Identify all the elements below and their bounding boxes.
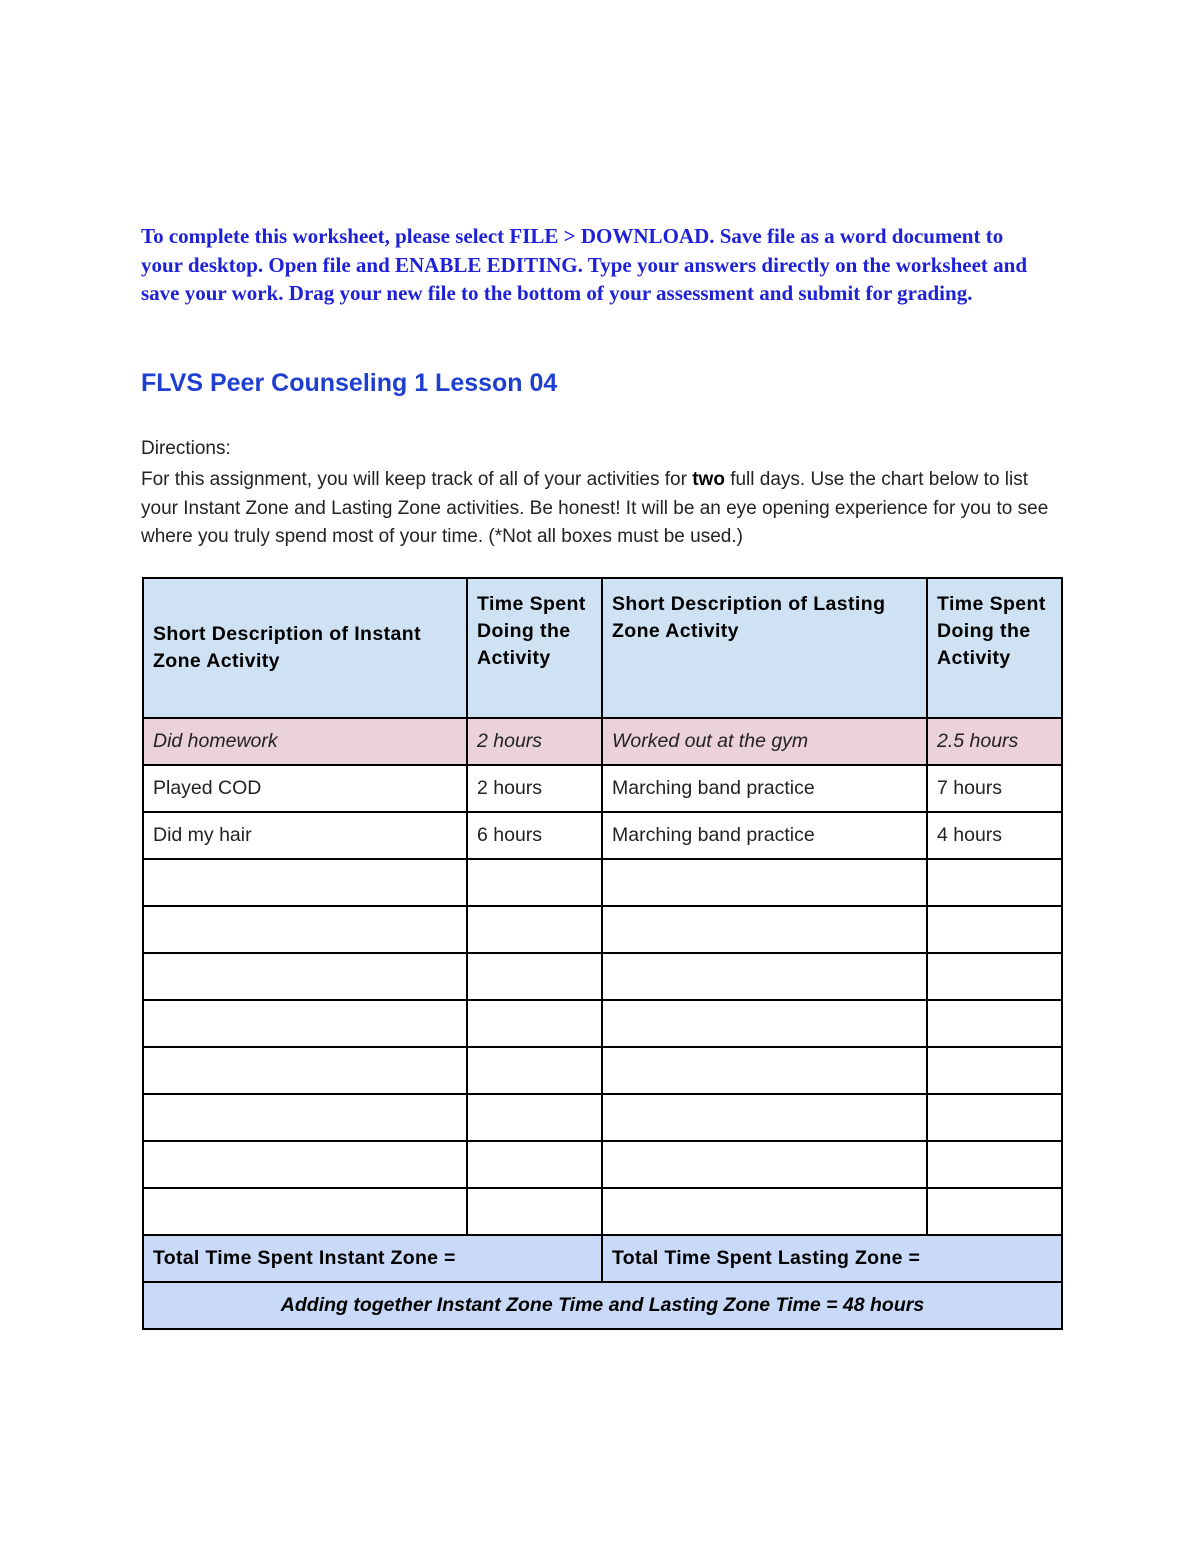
example-row — [143, 718, 1062, 765]
combined-total[interactable]: Adding together Instant Zone Time and Lasting Zone Time = 48 hours — [143, 1282, 1062, 1329]
lasting-time-cell[interactable]: 4 hours — [927, 812, 1062, 859]
instant-description-cell[interactable] — [143, 1188, 467, 1235]
lasting-description-cell[interactable]: Marching band practice — [602, 812, 927, 859]
table-row — [143, 859, 1062, 906]
table-row — [143, 1047, 1062, 1094]
lasting-time-cell[interactable] — [927, 1047, 1062, 1094]
instant-description-cell[interactable]: Played COD — [143, 765, 467, 812]
lasting-description-cell[interactable] — [602, 953, 927, 1000]
totals-row — [143, 1235, 1062, 1282]
table-row — [143, 1141, 1062, 1188]
instant-time-cell[interactable] — [467, 906, 602, 953]
table-row — [143, 812, 1062, 859]
lasting-time-cell[interactable]: 7 hours — [927, 765, 1062, 812]
table-row — [143, 953, 1062, 1000]
directions-text-start: For this assignment, you will keep track of all of your activities for — [141, 469, 693, 490]
lasting-description-cell[interactable] — [602, 1047, 927, 1094]
instant-time-cell[interactable] — [467, 1188, 602, 1235]
lasting-description-cell[interactable] — [602, 1188, 927, 1235]
lasting-description-cell[interactable] — [602, 1094, 927, 1141]
instant-description-cell[interactable] — [143, 859, 467, 906]
total-instant-zone[interactable]: Total Time Spent Instant Zone = — [143, 1235, 602, 1282]
table-row — [143, 906, 1062, 953]
lasting-description-cell[interactable] — [602, 1000, 927, 1047]
instant-description-cell[interactable]: Did my hair — [143, 812, 467, 859]
instant-time-cell[interactable] — [467, 953, 602, 1000]
instant-time-cell[interactable] — [467, 1000, 602, 1047]
activity-table — [142, 577, 1063, 1330]
lasting-description-cell[interactable]: Marching band practice — [602, 765, 927, 812]
header-lasting-time: Time Spent Doing the Activity — [927, 578, 1062, 718]
instant-time-cell[interactable] — [467, 1047, 602, 1094]
example-instant-description: Did homework — [143, 718, 467, 765]
instant-time-cell[interactable]: 6 hours — [467, 812, 602, 859]
table-row — [143, 1000, 1062, 1047]
lasting-time-cell[interactable] — [927, 1000, 1062, 1047]
instant-description-cell[interactable] — [143, 1141, 467, 1188]
instant-description-cell[interactable] — [143, 1047, 467, 1094]
lasting-description-cell[interactable] — [602, 1141, 927, 1188]
lasting-time-cell[interactable] — [927, 953, 1062, 1000]
header-lasting-description: Short Description of Lasting Zone Activity — [602, 578, 927, 718]
directions-text — [141, 466, 1061, 552]
header-instant-time: Time Spent Doing the Activity — [467, 578, 602, 718]
directions-text-end: full days. Use the chart below to list your Instant Zone and Lasting Zone activities. Be honest! It will be an eye opening experience for you to see where you truly spend most of your time. (*Not all boxes must be used.) — [141, 469, 1049, 547]
lasting-time-cell[interactable] — [927, 859, 1062, 906]
sum-row — [143, 1282, 1062, 1329]
lasting-time-cell[interactable] — [927, 906, 1062, 953]
instant-description-cell[interactable] — [143, 1000, 467, 1047]
table-row — [143, 1094, 1062, 1141]
instant-time-cell[interactable] — [467, 1094, 602, 1141]
lasting-time-cell[interactable] — [927, 1188, 1062, 1235]
instant-description-cell[interactable] — [143, 1094, 467, 1141]
table-row — [143, 1188, 1062, 1235]
instant-time-cell[interactable] — [467, 1141, 602, 1188]
worksheet-instructions: To complete this worksheet, please select FILE > DOWNLOAD. Save file as a word document to your desktop. Open file and ENABLE EDITING. Type your answers directly on the worksheet and save your work. Drag your new file to the bottom of your assessment and submit for grading. — [141, 224, 1028, 305]
table-row — [143, 765, 1062, 812]
example-lasting-description: Worked out at the gym — [602, 718, 927, 765]
header-instant-description: Short Description of Instant Zone Activity — [143, 578, 467, 718]
instant-description-cell[interactable] — [143, 953, 467, 1000]
example-instant-time: 2 hours — [467, 718, 602, 765]
instant-time-cell[interactable] — [467, 859, 602, 906]
lasting-time-cell[interactable] — [927, 1141, 1062, 1188]
lasting-time-cell[interactable] — [927, 1094, 1062, 1141]
instant-description-cell[interactable] — [143, 906, 467, 953]
directions-label: Directions: — [141, 438, 231, 459]
lasting-description-cell[interactable] — [602, 906, 927, 953]
lasting-description-cell[interactable] — [602, 859, 927, 906]
directions-emphasis: two — [692, 469, 725, 490]
example-lasting-time: 2.5 hours — [927, 718, 1062, 765]
instant-time-cell[interactable]: 2 hours — [467, 765, 602, 812]
table-header-row — [143, 578, 1062, 718]
total-lasting-zone[interactable]: Total Time Spent Lasting Zone = — [602, 1235, 1062, 1282]
page-title: FLVS Peer Counseling 1 Lesson 04 — [141, 369, 558, 397]
